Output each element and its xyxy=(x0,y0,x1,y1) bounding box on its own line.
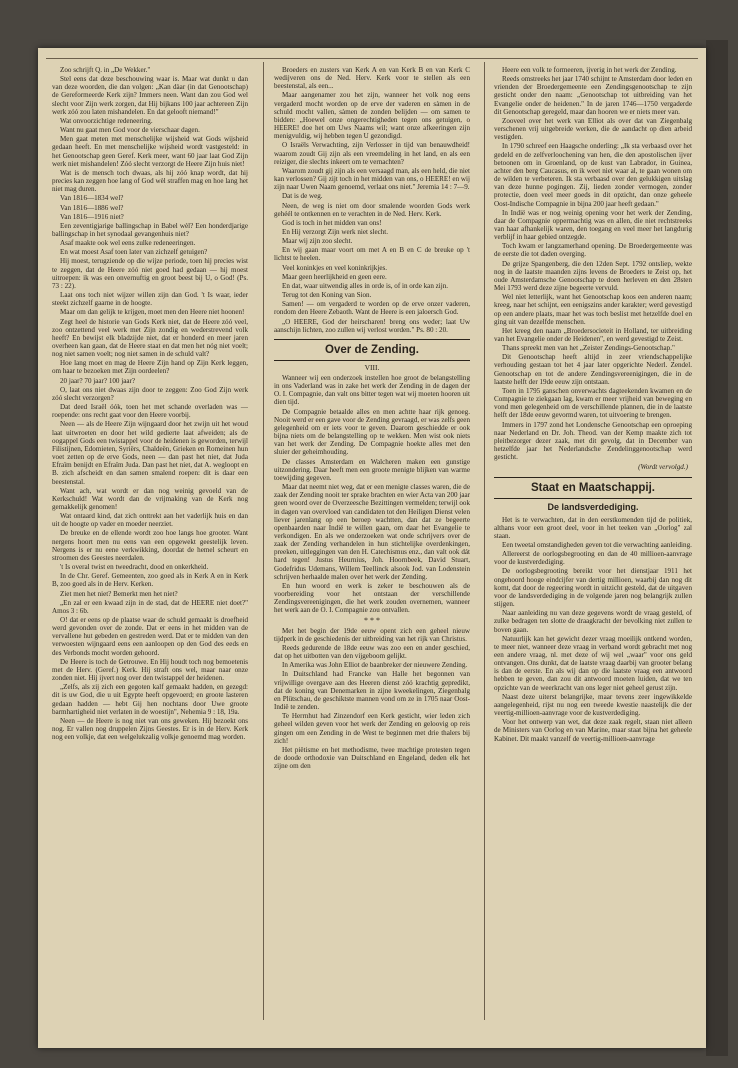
column-rule xyxy=(263,62,264,1020)
paragraph: Voor het ontwerp van wet, dat deze zaak regelt, staan niet alleen de Ministers van Oorlog en van Marine, maar staat bijna het geheele Kabinet. Dit maakt vanzelf de veertig-millioen-aanvrage xyxy=(494,718,692,743)
paragraph: Thans spreekt men van het „Zeister Zendings-Genootschap." xyxy=(502,344,675,353)
paragraph: God is toch in het midden van ons! xyxy=(282,218,382,227)
column-3-top-text xyxy=(494,66,692,461)
top-rule xyxy=(46,58,698,59)
section-number: VIII. xyxy=(364,362,380,372)
paragraph: Maar om dan gelijk te krijgen, moet men den Heere niet hoonen! xyxy=(60,308,245,317)
paragraph: Reeds omstreeks het jaar 1740 schijnt te Amsterdam door leden en vrienden der Broedergemeente een Zendingsgenootschap te zijn gesticht onder den naam: „Genootschap tot uitbreiding van het Evangelie onder de heidenen." In de jaren 1746—1750 vergaderde dit Genootschap geregeld, maar dan hooren we er niets meer van. xyxy=(494,75,692,116)
page-edge xyxy=(706,40,728,1056)
paragraph: Toen in 1795 ganschen onverwachts dagteekenden kwamen en de Compagnie te ziekgaan lag, kwam er meer vrijheid van beweging en vond men gelegenheid om de verschillende plannen, die in de laatste helft der 18de eeuw gevormd waren, tot uitvoering te brengen. xyxy=(494,386,692,420)
paragraph: In de Chr. Geref. Gemeenten, zoo goed als in Kerk A en in Kerk B, zoo goed als in de Herv. Kerken. xyxy=(52,572,248,589)
paragraph: De Compagnie betaalde alles en men achtte haar rijk genoeg. Nooit werd er een gave voor de Zending gevraagd, er was zelfs geen gelegenheid om er iets voor te geven. Daarom geschiedde er ook bijna niets om de belangstelling op te wekken. Men wist ook niets van het werk der Zending. De Compagnie hoekte alles met den sluier der geheimhouding. xyxy=(274,407,470,457)
section-title-zending: Over de Zending. xyxy=(274,339,470,361)
paragraph: Het piëtisme en het methodisme, twee machtige protesten tegen de doode orthodoxie van Duitschland en Engeland, deden elk het zijne om den xyxy=(274,745,470,771)
paragraph: In 1790 schreef een Haagsche onderling: „Ik sta verbaasd over het gedeld en de zelfverloochening van hen, die den apostolischen ijver betoonen om in Groenland, op de kust van Labrador, in Guinea, achter den berg Caucasus, en ik weet niet waar al, te gaan wonen om de wilden te verbeteren. Ik sta verbaasd over den gelukkigen uitslag van deze hunne pogingen. Zij, lieden zonder vermogen, zonder protectie, doen veel meer goeds in dit opzicht, dan onze geheele Oost-Indische Compagnie in bijna 200 jaar heeft gedaan." xyxy=(494,142,692,208)
paragraph: „O HEERE, God der heirscharen! breng ons weder; laat Uw aanschijn lichten, zoo zullen wij verlost worden." Ps. 80 : 20. xyxy=(274,317,470,334)
column-1 xyxy=(52,66,248,1018)
paragraph: Zoo schrijft Q. in „De Wekker." xyxy=(60,66,151,74)
paragraph: 20 jaar? 70 jaar? 100 jaar? xyxy=(60,376,136,385)
paragraph: En dat, waar uitwendig alles in orde is, of in orde kan zijn. xyxy=(282,281,449,290)
paragraph: O Israëls Verwachting, zijn Verlosser in tijd van benauwdheid! waarom zoudt Gij zijn als een vreemdeling in het land, en als een reiziger, die slechts inkeert om te vernachten? xyxy=(274,141,470,166)
paragraph: Naar aanleiding nu van deze gegevens wordt de vraag gesteld, of zulke bedragen ten slotte de draagkracht der bevolking niet zullen te boven gaan. xyxy=(494,609,692,634)
paragraph: Asaf maakte ook wel eens zulke redeneeringen. xyxy=(60,239,196,248)
paragraph: Maar dat neemt niet weg, dat er een menigte classes waren, die de zaak der Zending nooit ter sprake brachten en wier Acta van 200 jaar geen woord over de Overzeesche Bezittingen vermelden; terwijl ook in dagen van overvloed van candidaten tot den Heiligen Dienst velen liever jarenlang op een beroep wachtten, dan dat ze begeerte openbaarden naar Indië te willen gaan, om daar het Evangelie te verkondigen. En als we onderzoeken wat onde schrijvers over de zaak der Zending verhandelen in hun stichtelijke overdenkingen, preeken, uitleggingen van den H. Catechismus enz., dan valt ook dát hard tegen! Justus Heurnius, Joh. Hoornbeek, David Stuart, Godefridus Udemans, Willem Teellinck alsook Jod. van Lodenstein schrijven herhaalde malen over het werk der Zending. xyxy=(274,483,470,581)
paragraph: Men gaat meten met menschelijke wijsheid wat Gods wijsheid gedaan heeft. En met menschelijke wijsheid wordt vastgesteld: in het Genootschap geen Geref. Kerk meer, want 60 jaar laat God Zijn werk niet mishandelen! Zóó slecht verzorgt de Heere Zijn huis niet! xyxy=(52,135,248,168)
newspaper-page xyxy=(38,48,706,1048)
article-subtitle: De landsverdediging. xyxy=(547,501,639,512)
paragraph: Een tweetal omstandigheden geven tot die verwachting aanleiding. xyxy=(502,540,692,549)
paragraph: Wel niet letterlijk, want het Genootschap koos een anderen naam; kreeg, naar het schijnt, een eenigszins ander karakter; werd gevestigd op een andere plaats, maar het was toch beslist met hetzelfde doel en ging uit van dezelfde menschen. xyxy=(494,293,692,326)
paragraph: De Heere is toch de Getrouwe. En Hij houdt toch nog bemoetenis met de Herv. (Geref.) Kerk. Hij straft ons wel, maar naar onze zonden niet. Hij ijvert nog over den twistappel der heidenen. xyxy=(52,657,248,683)
paragraph: Met het begin der 19de eeuw opent zich een geheel nieuw tijdperk in de geschiedenis der uitbreiding van het rijk van Christus. xyxy=(274,626,470,643)
paragraph: Want ach, wat wordt er dan nog weinig gevoeld van de Kerkschuld! Wat wordt dan de vrijmaking van de Kerk nog gemakkelijk genomen! xyxy=(52,486,248,511)
paragraph: „Zelfs, als zij zich een gegoten kalf gemaakt hadden, en gezegd: dit is uw God, die u uit Egypte heeft opgevoerd; en groote lasteren gedaan hadden — hebt Gij hen nochtans door Uwe groote barmhartigheid niet verlaten in de woestijn", Nehemia 9 : 18, 19a. xyxy=(52,683,248,716)
paragraph: Dit Genootschap heeft altijd in zeer vriendschappelijke verhouding gestaan tot het 4 jaar later opgerichte Nederl. Zendel. Genootschap en tot de andere Zendingsvereenigingen, die in de laatste helft der 19de eeuw zijn ontstaan. xyxy=(494,353,692,386)
paragraph: Terug tot den Koning van Sion. xyxy=(282,291,372,300)
to-be-continued: (Wordt vervolgd.) xyxy=(638,463,688,472)
paragraph: Ziet men het niet? Bemerkt men het niet? xyxy=(60,589,178,598)
paragraph: O! dat er eens op de plaatse waar de schuld gemaakt is droefheid werd gevonden over de zonde. Dat er eens in het midden van de vervallene hut gebeden en gestreden werd. Dat er te midden van den verwoesten wijngaard eens een aanloopen op den God des eeds en des Verbonds mocht worden gehoord. xyxy=(52,616,248,657)
column-2-article-continued xyxy=(274,627,470,771)
paragraph: Stel eens dat deze beschouwing waar is. Maar wat dunkt u dan van deze woorden, die dan volgen: „Kan dàar (in dat Genootschap) de Gereformeerde Kerk zijn? Immers neen. Want dan zou God wel slecht voor Zijn werk zorgen, dat Hij bijkans 100 jaar achtereen Zijn werk zóó zou laten mishandelen. En dat gelooft niemand!" xyxy=(52,75,248,116)
paragraph: 't Is overal twist en tweedracht, dood en onkerkheid. xyxy=(60,563,209,572)
paragraph: In Indië was er nog weinig opening voor het werk der Zending, daar de Compagnie oppermachtig was en allen, die niet rechtstreeks van haar afhankelijk waren, den toegang en veel meer het langdurig verblijf in haar gebied ontzegde. xyxy=(494,208,692,242)
paragraph: En wat moest Asaf toen later van zichzelf getuigen? xyxy=(60,248,208,257)
paragraph: De breuke en de ellende wordt zoo hoe langs hoe grooter. Want nergens hoort men nu eens van een opgewekt geestelijk leven. Nergens is er nu eene verkwikking, doordat de hemel scheurt en stroomen des Geestes neerdalen. xyxy=(52,529,248,562)
paragraph: Want nu gaat men God voor de vierschaar dagen. xyxy=(60,126,200,135)
paragraph: Neen, de weg is niet om door smalende woorden Gods werk gehéél te ontkennen en te verachten in de Ned. Herv. Kerk. xyxy=(274,201,470,218)
paragraph: De oorlogsbegrooting bereikt voor het dienstjaar 1911 het ongehoord hooge eindcijfer van dertig millioen, waarbij dan nog dit komt, dat door de regeering wordt in uitzicht gesteld, dat de uitgaven voor de landsverdediging in de volgende jaren nog belangrijk zullen stijgen. xyxy=(494,567,692,609)
paragraph: De classes Amsterdam en Walcheren maken een gunstige uitzondering. Daar heeft men een groote menigte blijken van warme toewijding gegeven. xyxy=(274,457,470,482)
paragraph: En wij gaan maar voort om met A en B en C de breuke op 't lichtst te heelen. xyxy=(274,246,470,263)
paragraph: En Hij verzorgt Zijn werk niet slecht. xyxy=(282,227,389,236)
column-2 xyxy=(274,66,470,1018)
paragraph: Maar wij zijn zoo slecht. xyxy=(282,237,353,246)
paragraph: Zooveel over het werk van Elliot als over dat van Ziegenbalg verschenen vrij uitgebreide werken, die de aandacht op dien arbeid vestigden. xyxy=(494,116,692,142)
paragraph: Heere een volk te formeeren, ijverig in het werk der Zending. xyxy=(502,66,677,74)
paragraph: Samen! — om vergaderd te worden op de erve onzer vaderen, rondom den Heere Zebaoth. Want de Heere is een jaloersch God. xyxy=(274,300,470,317)
paragraph: Laat ons toch niet wijzer willen zijn dan God. 't Is waar, ieder steekt zichzelf gaarne in de hoogte. xyxy=(52,291,248,308)
paragraph: O, laat ons niet dwaas zijn door te zeggen: Zoo God Zijn werk zóó slecht verzorgen? xyxy=(52,385,248,402)
column-3 xyxy=(494,66,692,1018)
paragraph: Dat is de weg. xyxy=(282,192,323,201)
paragraph: Naast deze uiterst belangrijke, maar tevens zeer ingewikkelde aangelegenheid, rijst nu nog een tweede kwestie naastelijk die der veertig-millioen-aanvrage voor de kustverdediging. xyxy=(494,692,692,718)
paragraph: Broeders en zusters van Kerk A en van Kerk B en van Kerk C wedijveren ons de Ned. Herv. Kerk voor te stellen als een beestenstal, als een... xyxy=(274,66,470,91)
paragraph: Het kreeg den naam „Broedersocieteit in Holland, ter uitbreiding van het Evangelie onder de Heidenen", en werd gevestigd te Zeist. xyxy=(494,326,692,343)
paragraph: Wat is de mensch toch dwaas, als hij zóó knap wordt, dat hij precies kan zeggen hoe lang of God wèl straffen mag en hoe lang het niet mag duren. xyxy=(52,168,248,194)
paragraph: Het is te verwachten, dat in den eerstkomenden tijd de politiek, althans voor een groot deel, voor in het teeken van „Oorlog" zal staan. xyxy=(494,515,692,540)
paragraph: Waarom zoudt gij zijn als een versaagd man, als een held, die niet kan verlossen? Gij zijt toch in het midden van ons, o HEERE! en wij zijn naar Uwen Naam genoemd, verlaat ons niet." Jeremia 14 : 7—9. xyxy=(274,166,470,192)
paragraph: Te Herrnhut had Zinzendorf een Kerk gesticht, wier leden zich geheel wilden geven voor het werk der Zending en geloovig op reis gingen om een Zending in de West te beginnen met drie thalers bij zich! xyxy=(274,712,470,745)
paragraph: In Duitschland had Francke van Halle het begonnen van vrijwillige overgave aan des Heeren dienst zóó krachtig gepredikt, dat de koning van Denemarken in zijne kweekelingen, Ziegenbalg en Plütschau, de geschiktste mannen vond om ze in 1705 naar Oost-Indië te zenden. xyxy=(274,670,470,712)
paragraph: Allereerst de oorlogsbegrooting en dan de 40 millioen-aanvrage voor de kustverdediging. xyxy=(494,550,692,567)
paragraph: Hoe lang moet en mag de Heere Zijn hand op Zijn Kerk leggen, om haar te bezoeken met Zijn oordeelen? xyxy=(52,359,248,376)
paragraph: De grijze Spangenberg, die den 12den Sept. 1792 ontsliep, wekte nog in de laatste maanden zijns levens de Broeders te Zeist op, het oude Amsterdamsche Genootschap te doen herleven en den 28sten Mei 1793 werd deze zijne begeerte vervuld. xyxy=(494,259,692,293)
paragraph: Maar geen heerlijkheid en geen eere. xyxy=(282,272,387,281)
paragraph: Hij moest, terugziende op die wijze periode, toen hij precies wist te zeggen, dat de Heere zóó niet goed had gedaan — hij moest uitroepen: ik was een onvernuftig en groot beest bij U, o God! (Ps. 73 : 22). xyxy=(52,257,248,290)
column-2-top-text xyxy=(274,66,470,334)
paragraph: Reeds gedurende de 18de eeuw was zoo een en ander geschied, dat op het uitbotten van den vijgeboom gelijkt. xyxy=(274,644,470,661)
paragraph: Wanneer wij een onderzoek instellen hoe groot de belangstelling in ons Vaderland was in zake het werk der Zending in de dagen der O. I. Compagnie, dan valt ons bitter tegen wat wij moeten hooren uit dien tijd. xyxy=(274,374,470,407)
paragraph: Maar aangenamer zou het zijn, wanneer het volk nog eens vergaderd mocht worden op de erve der vaderen en sàmen in de schuld mocht vallen, sàmen de zonden belijden — om samen te bidden: „Hoewel onze ongerechtigheden tegen ons getuigen, o HEERE! doe het om Uws Naams wil; want onze afkeeringen zijn menigvuldig, wij hebben tegen U gezondigd. xyxy=(274,91,470,141)
paragraph: En hun woord en werk is zeker te beschouwen als de voorbereiding voor het ontstaan der verschillende Zendingsvereenigingen, die het werk zouden overnemen, wanneer het werk aan de O. I. Compagnie zou ontvallen. xyxy=(274,581,470,615)
paragraph: Veel koninkjes en veel koninkrijkjes. xyxy=(282,263,388,272)
section-divider-stars: * * * xyxy=(364,615,380,625)
paragraph: „En zal er een kwaad zijn in de stad, dat de HEERE niet doet?" Amos 3 : 6b. xyxy=(52,598,248,615)
paragraph: Zegt heel de historie van Gods Kerk niet, dat de Heere zóó veel, zoo ontzettend veel werk met Zijn zondig en wederstrevend volk heeft? En bewijst elk bladzijde niet, dat er honderd en meer jaren overheen kan gaan, dat de Heere staat en dat men het nóg niet voelt; nog niet samen voelt; nog niet samen in de schuld valt? xyxy=(52,317,248,359)
paragraph: Van 1816—1916 niet? xyxy=(60,212,124,221)
paragraph: Wat onvoorzichtige redeneering. xyxy=(60,116,153,125)
paragraph: Van 1816—1886 wel? xyxy=(60,203,124,212)
paragraph: Neen — de Heere is nog niet van ons geweken. Hij bezoekt ons nog. Er vallen nog druppelen Zijns Geestes. Er is in de Herv. Kerk nog een volkje, dat een welgelukzalig volkje genoemd mag worden. xyxy=(52,716,248,742)
column-3-article-text xyxy=(494,516,692,743)
paragraph: Immers in 1797 zond het Londensche Genootschap een oproeping naar Nederland en Dr. Joh. Theod. van der Kemp maakte zich tot pleitbezorger dezer zaak, met dit gevolg, dat in December van hetzelfde jaar het Nederlandsche Zendelinggenootschap werd gesticht. xyxy=(494,420,692,462)
paragraph: Toch kwam er langzamerhand opening. De Broedergemeente was de eerste die tot daden overging. xyxy=(494,242,692,259)
paragraph: Dat deed Israël óók, toen het met schande overladen was — roepende: ons recht gaat voor den Heere voorbij. xyxy=(52,403,248,420)
column-2-article-text xyxy=(274,374,470,615)
paragraph: Neen — als de Heere Zijn wijngaard door het zwijn uit het woud laat uitwroeten en door het wild gedierte laat afweiden; als de oogappel Gods een twistappel voor de heidenen is geworden, terwijl Filistijnen, Edomieten, Syriërs, Chaldeën, Grieken en Romeinen hun voet zetten op de erve Gods, neen — dan past het niet, dat Juda Efraïm benijdt en Efraïm Juda. Dan past het niet, dat A. wegloopt en B. zich afscheidt en dan samen smalend roepen: dit is daar een beestenstal. xyxy=(52,420,248,486)
paragraph: In Amerika was John Elliot de baanbreker der nieuwere Zending. xyxy=(282,661,468,670)
paragraph: Van 1816—1834 wel? xyxy=(60,194,124,203)
paragraph: Een zeventigjarige ballingschap in Babel wèl? Een honderdjarige ballingschap in het synodaal gevangenhuis niet? xyxy=(52,221,248,238)
paragraph: Wat ontaard kind, dat zich onttrekt aan het vaderlijk huis en dan uit de hoogte op vader en moeder neerziet. xyxy=(52,512,248,529)
column-rule xyxy=(484,62,485,1020)
paragraph: Natuurlijk kan het gewicht dezer vraag moeilijk ontkend worden, te meer niet, wanneer deze vraag in verband wordt gebracht met nog een andere vraag, nl. met deze of wij wel „waar" voor ons geld ontvangen. Ons dunkt, dat de laatste vraag daarbij van grooter belang is dan de eerste. En als wij dan op die laatste vraag een antwoord hebben te geven, dan zou dit antwoord moeten luiden, dat we ten opzichte van de weerkracht van ons leger niet geheel gerust zijn. xyxy=(494,634,692,692)
section-title-staat: Staat en Maatschappij. xyxy=(494,477,692,499)
